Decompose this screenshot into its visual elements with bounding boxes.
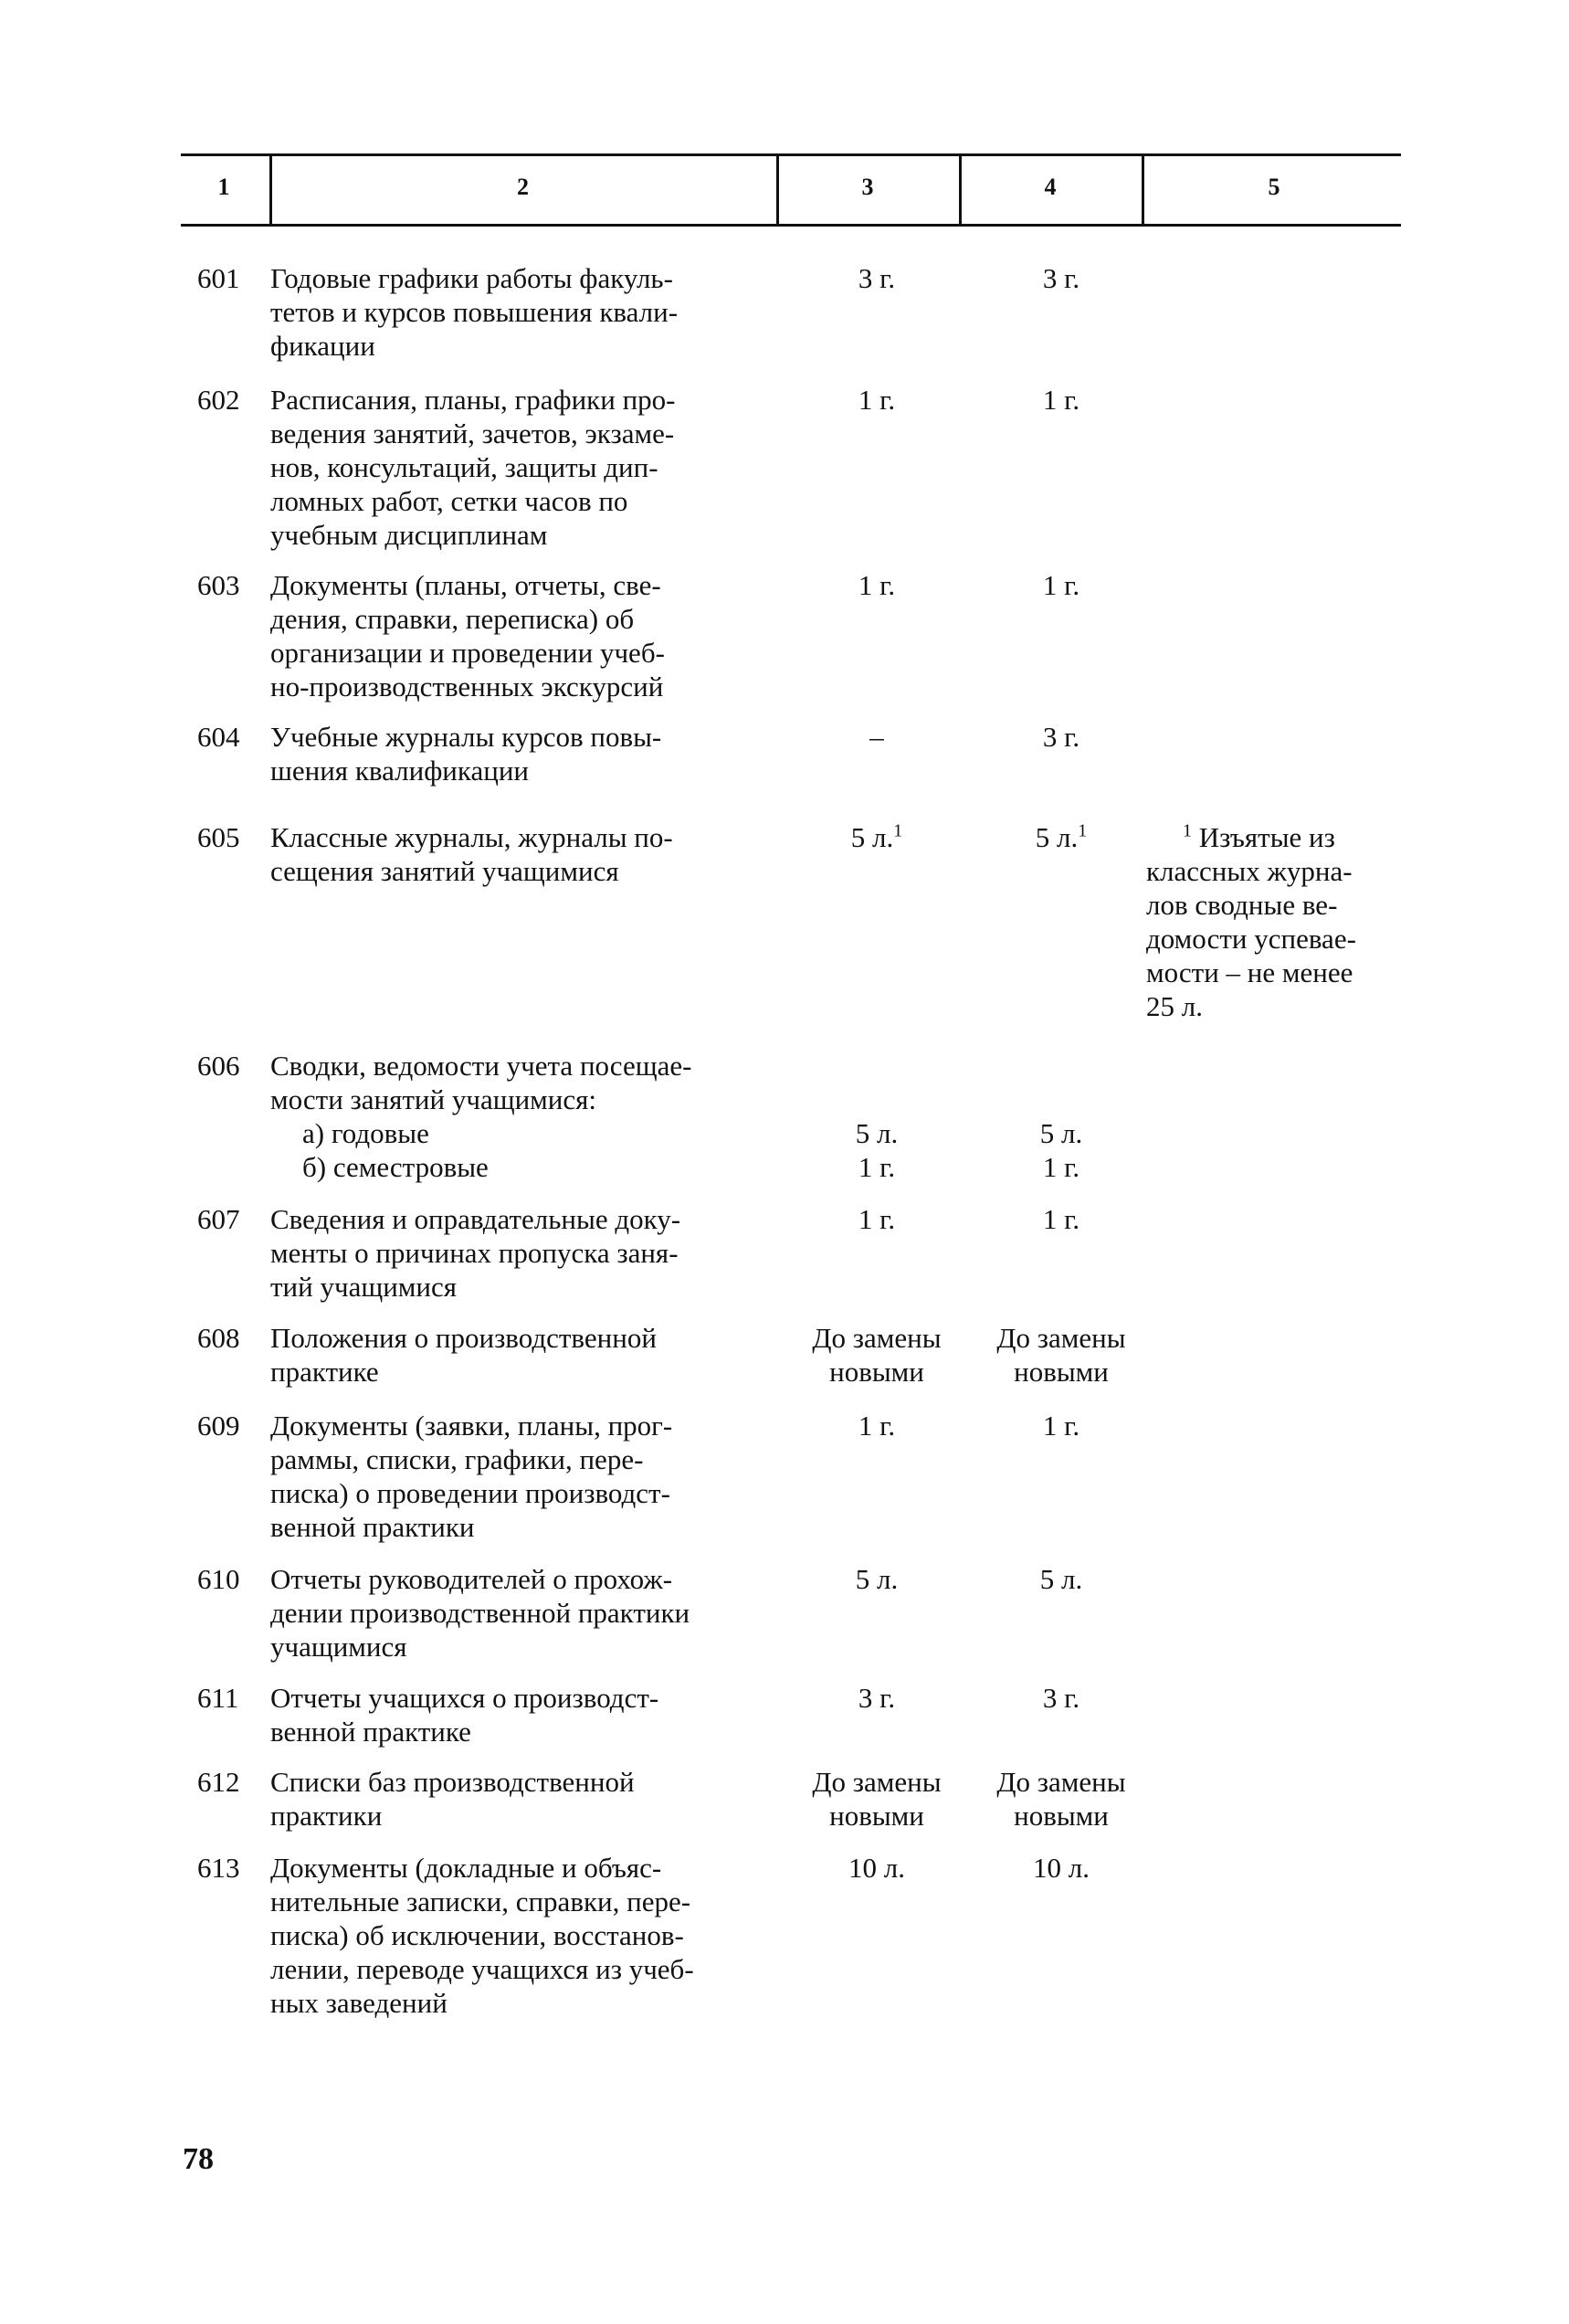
title-line: шения квалификации <box>270 755 529 787</box>
note-line: классных журна- <box>1146 855 1353 887</box>
cell-value: 5 л. <box>1035 821 1079 853</box>
retention-col-3 <box>785 720 968 754</box>
row-number: 605 <box>197 821 240 853</box>
title-line: мости занятий учащимися: <box>270 1083 597 1115</box>
cell-line: До замены <box>996 1766 1126 1798</box>
row-title <box>270 1321 782 1389</box>
retention-col-3 <box>785 1765 968 1833</box>
title-line: тий учащимися <box>270 1271 458 1303</box>
row-number: 608 <box>197 1322 240 1354</box>
title-line: практики <box>270 1800 383 1832</box>
title-line: Учебные журналы курсов повы- <box>270 721 662 753</box>
cell-line: 5 л. <box>1039 1563 1083 1595</box>
retention-col-3 <box>785 1321 968 1389</box>
title-line: Годовые графики работы факуль- <box>270 262 673 294</box>
cell-line: До замены <box>812 1766 942 1798</box>
retention-col-4 <box>970 1202 1153 1236</box>
note-line: 25 л. <box>1146 990 1203 1022</box>
cell-value: 5 л. <box>850 821 894 853</box>
title-line: Документы (заявки, планы, прог- <box>270 1410 673 1442</box>
page-number: 78 <box>183 2142 214 2176</box>
row-title <box>270 568 782 703</box>
title-line: Отчеты учащихся о производст- <box>270 1682 659 1714</box>
row-title <box>270 1049 782 1184</box>
retention-col-4 <box>970 1681 1153 1715</box>
title-line: организации и проведении учеб- <box>270 637 665 669</box>
sub-item-label: б) семестровые <box>302 1151 489 1183</box>
retention-col-4 <box>970 1562 1153 1596</box>
sub-item-label: а) годовые <box>302 1117 429 1149</box>
note-line: мости – не менее <box>1146 956 1353 988</box>
retention-col-4 <box>970 1851 1153 1885</box>
row-title <box>270 1409 782 1544</box>
row-number: 609 <box>197 1410 240 1442</box>
title-line: раммы, списки, графики, пере- <box>270 1443 644 1475</box>
header-col-4: 4 <box>1044 174 1057 200</box>
header-col-1: 1 <box>217 174 230 200</box>
cell-line: 1 г. <box>1042 1410 1080 1442</box>
footnote-mark: 1 <box>1183 820 1192 841</box>
title-line: Классные журналы, журналы по- <box>270 821 673 853</box>
title-line: писка) об исключении, восстанов- <box>270 1919 684 1951</box>
row-title <box>270 720 782 787</box>
retention-col-3 <box>785 568 968 602</box>
row-title <box>270 1562 782 1664</box>
row-number: 603 <box>197 569 240 601</box>
retention-col-3 <box>785 383 968 417</box>
cell-line: 5 л. <box>855 1117 899 1149</box>
cell-line: 5 л. <box>855 1563 899 1595</box>
cell-line: 3 г. <box>858 262 896 294</box>
row-number: 604 <box>197 721 240 753</box>
retention-col-3 <box>785 1681 968 1715</box>
row-number: 612 <box>197 1766 240 1798</box>
cell-line: новыми <box>1014 1356 1109 1388</box>
title-line: дении производственной практики <box>270 1597 690 1629</box>
row-number: 601 <box>197 262 240 294</box>
row-title <box>270 1765 782 1833</box>
header-divider <box>1142 153 1144 227</box>
title-line: Отчеты руководителей о прохож- <box>270 1563 673 1595</box>
footnote-ref: 1 <box>893 820 903 841</box>
title-line: учебным дисциплинам <box>270 519 548 551</box>
cell-line: 1 г. <box>858 1410 896 1442</box>
title-line: Документы (докладные и объяс- <box>270 1852 662 1884</box>
title-line: ломных работ, сетки часов по <box>270 485 628 517</box>
header-divider <box>776 153 779 227</box>
header-col-5: 5 <box>1268 174 1280 200</box>
cell-line <box>970 820 1153 854</box>
title-line: нительные записки, справки, пере- <box>270 1886 691 1917</box>
title-line: Расписания, планы, графики про- <box>270 384 676 416</box>
header-divider <box>959 153 962 227</box>
cell-line: новыми <box>1014 1800 1109 1832</box>
retention-col-4 <box>970 720 1153 754</box>
title-line: Сведения и оправдательные доку- <box>270 1203 681 1235</box>
title-line: но-производственных экскурсий <box>270 671 664 702</box>
title-line: лении, переводе учащихся из учеб- <box>270 1953 694 1985</box>
title-line: венной практике <box>270 1716 471 1748</box>
row-title <box>270 1681 782 1748</box>
title-line: Положения о производственной <box>270 1322 657 1354</box>
cell-line: 1 г. <box>858 1203 896 1235</box>
header-divider <box>269 153 272 227</box>
row-number: 606 <box>197 1050 240 1082</box>
header-col-3: 3 <box>861 174 874 200</box>
title-line: Списки баз производственной <box>270 1766 635 1798</box>
header-top-rule <box>181 153 1401 156</box>
title-line: фикации <box>270 330 375 362</box>
cell-line: 10 л. <box>848 1852 905 1884</box>
retention-col-3 <box>785 1409 968 1442</box>
row-number: 613 <box>197 1852 240 1884</box>
footnote-ref: 1 <box>1078 820 1088 841</box>
retention-col-4 <box>970 1116 1153 1184</box>
cell-line: 1 г. <box>858 1151 896 1183</box>
title-line: дения, справки, переписка) об <box>270 603 635 635</box>
row-title <box>270 383 782 552</box>
cell-line: 3 г. <box>1042 1682 1080 1714</box>
title-line: венной практики <box>270 1511 475 1543</box>
row-number: 610 <box>197 1563 240 1595</box>
retention-col-4 <box>970 820 1153 854</box>
row-number: 607 <box>197 1203 240 1235</box>
title-line: нов, консультаций, защиты дип- <box>270 451 658 483</box>
cell-line: 5 л. <box>1039 1117 1083 1149</box>
cell-line: 1 г. <box>858 569 896 601</box>
retention-col-3 <box>785 1202 968 1236</box>
retention-col-4 <box>970 261 1153 295</box>
row-title <box>270 261 782 363</box>
cell-line: 1 г. <box>1042 1203 1080 1235</box>
row-number: 602 <box>197 384 240 416</box>
title-line: тетов и курсов повышения квали- <box>270 296 679 328</box>
title-line: ведения занятий, зачетов, экзаме- <box>270 417 675 449</box>
title-line: Сводки, ведомости учета посещае- <box>270 1050 692 1082</box>
retention-col-4 <box>970 1765 1153 1833</box>
note-line <box>1146 820 1438 854</box>
row-title <box>270 820 782 888</box>
title-line: учащимися <box>270 1631 407 1663</box>
row-title <box>270 1202 782 1304</box>
retention-col-4 <box>970 383 1153 417</box>
title-line: сещения занятий учащимися <box>270 855 619 887</box>
note-col-5 <box>1146 820 1438 1023</box>
retention-col-3 <box>785 1116 968 1184</box>
note-line: домости успевае- <box>1146 923 1356 955</box>
cell-line: 1 г. <box>858 384 896 416</box>
retention-col-3 <box>785 261 968 295</box>
title-line: практике <box>270 1356 379 1388</box>
cell-line: – <box>869 721 884 753</box>
note-line: лов сводные ве- <box>1146 889 1338 921</box>
cell-line: До замены <box>996 1322 1126 1354</box>
cell-line: До замены <box>812 1322 942 1354</box>
header-col-2: 2 <box>517 174 529 200</box>
cell-line: 10 л. <box>1033 1852 1090 1884</box>
title-line: Документы (планы, отчеты, све- <box>270 569 661 601</box>
retention-col-3 <box>785 820 968 854</box>
title-line: ных заведений <box>270 1987 448 2019</box>
cell-line: 1 г. <box>1042 1151 1080 1183</box>
retention-col-3 <box>785 1562 968 1596</box>
cell-line: 1 г. <box>1042 569 1080 601</box>
cell-line: новыми <box>829 1800 924 1832</box>
cell-line <box>785 820 968 854</box>
title-line: писка) о проведении производст- <box>270 1477 670 1509</box>
retention-col-3 <box>785 1851 968 1885</box>
note-text: Изъятые из <box>1198 821 1335 853</box>
cell-line: новыми <box>829 1356 924 1388</box>
title-line: менты о причинах пропуска заня- <box>270 1237 679 1269</box>
row-title <box>270 1851 782 2020</box>
retention-col-4 <box>970 1321 1153 1389</box>
row-number: 611 <box>197 1682 239 1714</box>
retention-col-4 <box>970 568 1153 602</box>
cell-line: 1 г. <box>1042 384 1080 416</box>
cell-line: 3 г. <box>858 1682 896 1714</box>
cell-line: 3 г. <box>1042 721 1080 753</box>
retention-col-4 <box>970 1409 1153 1442</box>
header-bottom-rule <box>181 224 1401 227</box>
cell-line: 3 г. <box>1042 262 1080 294</box>
